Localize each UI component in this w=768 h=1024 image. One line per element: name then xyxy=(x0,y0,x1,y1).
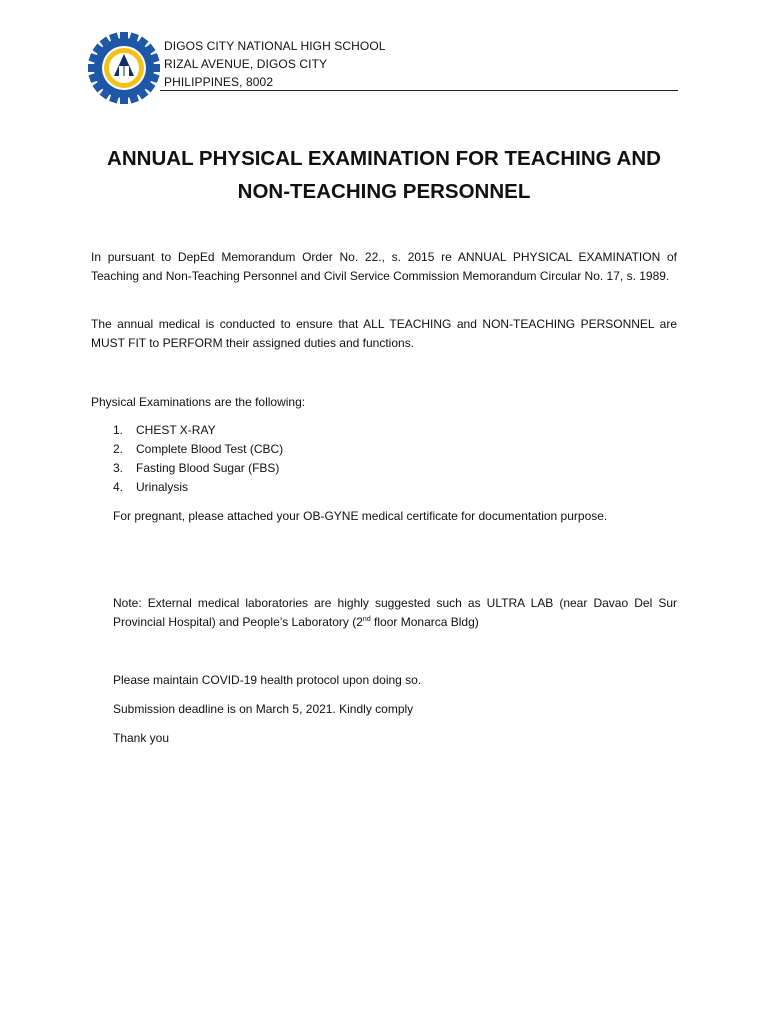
school-header xyxy=(164,37,386,91)
list-item xyxy=(113,421,283,440)
covid-reminder: Please maintain COVID-19 health protocol upon doing so. xyxy=(113,673,422,687)
list-item-number: 2. xyxy=(113,442,124,456)
list-item-number: 4. xyxy=(113,480,124,494)
school-country: PHILIPPINES, 8002 xyxy=(164,75,274,89)
list-item-label: Urinalysis xyxy=(136,480,189,494)
list-item-label: Complete Blood Test (CBC) xyxy=(136,442,284,456)
note-superscript: nd xyxy=(362,616,371,623)
list-item-number: 1. xyxy=(113,423,124,437)
submission-deadline: Submission deadline is on March 5, 2021. Kindly comply xyxy=(113,702,414,716)
list-item xyxy=(113,440,283,459)
header-divider xyxy=(160,90,678,91)
list-item xyxy=(113,459,283,478)
laboratory-note xyxy=(113,594,677,632)
page-title xyxy=(60,142,708,208)
school-address: RIZAL AVENUE, DIGOS CITY xyxy=(164,57,328,71)
school-seal-graphic xyxy=(88,32,160,104)
closing-thanks: Thank you xyxy=(113,731,170,745)
pregnant-note: For pregnant, please attached your OB-GYNE medical certificate for documentation purpose. xyxy=(113,509,608,523)
note-text-before: Note: External medical laboratories are highly suggested such as ULTRA LAB (near Davao Del Sur Provincial Hospital) and People’s Laboratory (2 xyxy=(113,596,677,629)
school-seal-icon xyxy=(88,32,160,104)
list-item-number: 3. xyxy=(113,461,124,475)
title-line-2: NON-TEACHING PERSONNEL xyxy=(237,180,531,203)
note-text-after: floor Monarca Bldg) xyxy=(370,615,479,629)
title-line-1: ANNUAL PHYSICAL EXAMINATION FOR TEACHING AND xyxy=(107,147,661,170)
exam-list-intro: Physical Examinations are the following: xyxy=(91,395,306,409)
exam-list xyxy=(113,421,283,497)
school-name: DIGOS CITY NATIONAL HIGH SCHOOL xyxy=(164,39,386,53)
intro-paragraph: In pursuant to DepEd Memorandum Order No. 22., s. 2015 re ANNUAL PHYSICAL EXAMINATION of Teaching and Non-Teaching Personnel and Civil Service Commission Memorandum Circular No. 17, s. 1989. xyxy=(91,250,677,283)
purpose-paragraph: The annual medical is conducted to ensure that ALL TEACHING and NON-TEACHING PERSONNEL are MUST FIT to PERFORM their assigned duties and functions. xyxy=(91,317,677,350)
list-item xyxy=(113,478,283,497)
list-item-label: Fasting Blood Sugar (FBS) xyxy=(136,461,280,475)
list-item-label: CHEST X-RAY xyxy=(136,423,216,437)
